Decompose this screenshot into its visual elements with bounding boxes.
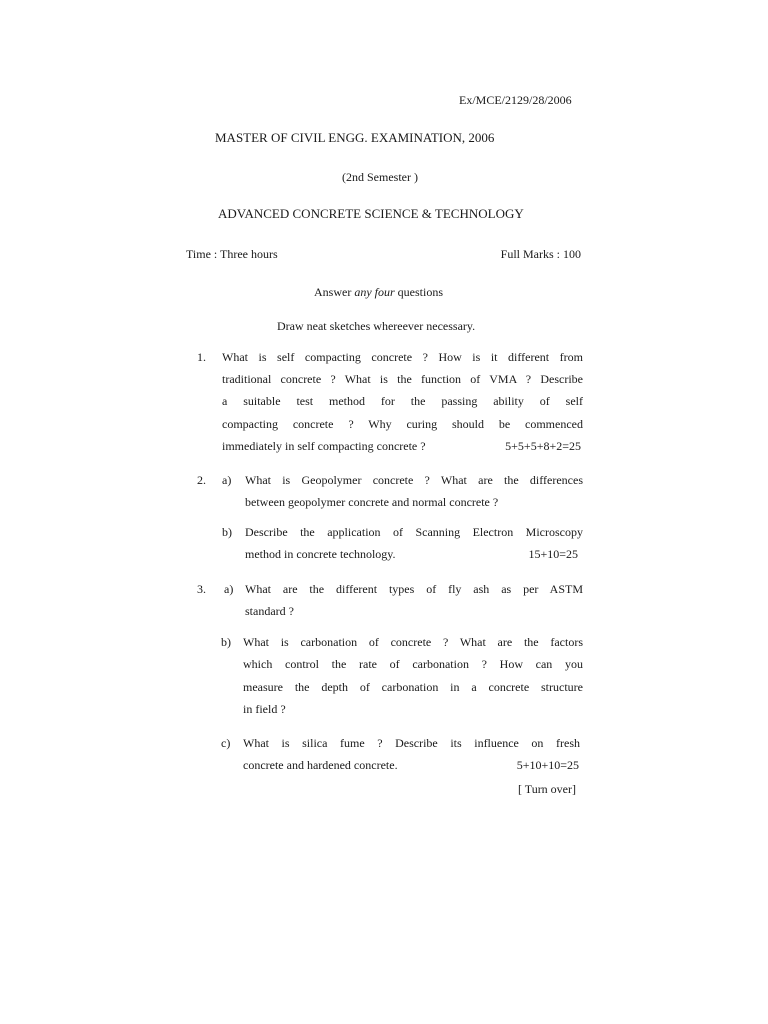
instruction-pre: Answer xyxy=(314,285,355,299)
question-line: traditional concrete ? What is the function of VMA ? Describe xyxy=(222,372,583,386)
question-line: between geopolymer concrete and normal concrete ? xyxy=(245,495,499,509)
part-label: c) xyxy=(221,736,231,750)
question-line: compacting concrete ? Why curing should be commenced xyxy=(222,417,583,431)
question-line: which control the rate of carbonation ? How can you xyxy=(243,657,583,671)
question-last-row xyxy=(243,758,579,772)
question-line: What are the different types of fly ash as per ASTM xyxy=(245,582,583,596)
question-last-row xyxy=(245,547,578,561)
question-number: 1. xyxy=(197,350,206,364)
part-label: b) xyxy=(221,635,231,649)
question-line: What is carbonation of concrete ? What are the factors xyxy=(243,635,583,649)
part-label: a) xyxy=(224,582,234,596)
semester: (2nd Semester ) xyxy=(342,170,418,184)
paper-code: Ex/MCE/2129/28/2006 xyxy=(459,93,572,107)
question-line: in field ? xyxy=(243,702,286,716)
instruction-post: questions xyxy=(394,285,444,299)
time-allowed: Time : Three hours xyxy=(186,247,278,261)
question-line: concrete and hardened concrete. xyxy=(243,758,398,772)
question-number: 3. xyxy=(197,582,206,596)
sketch-note: Draw neat sketches whereever necessary. xyxy=(277,319,476,333)
question-number: 2. xyxy=(197,473,206,487)
part-label: a) xyxy=(222,473,232,487)
question-line: What is Geopolymer concrete ? What are the differences xyxy=(245,473,583,487)
question-line: Describe the application of Scanning Electron Microscopy xyxy=(245,525,583,539)
instruction xyxy=(314,285,443,299)
part-label: b) xyxy=(222,525,232,539)
question-line: a suitable test method for the passing ability of self xyxy=(222,394,583,408)
exam-title: MASTER OF CIVIL ENGG. EXAMINATION, 2006 xyxy=(215,130,495,145)
question-line: What is self compacting concrete ? How is it different from xyxy=(222,350,583,364)
instruction-emphasis: any four xyxy=(354,285,395,299)
question-last-row xyxy=(222,439,581,453)
marks-allocation: 15+10=25 xyxy=(528,547,578,561)
question-line: method in concrete technology. xyxy=(245,547,396,561)
question-line: immediately in self compacting concrete ? xyxy=(222,439,426,453)
full-marks: Full Marks : 100 xyxy=(500,247,581,261)
question-line: standard ? xyxy=(245,604,294,618)
question-line: What is silica fume ? Describe its influence on fresh xyxy=(243,736,580,750)
question-line: measure the depth of carbonation in a concrete structure xyxy=(243,680,583,694)
marks-allocation: 5+10+10=25 xyxy=(516,758,579,772)
subject-title: ADVANCED CONCRETE SCIENCE & TECHNOLOGY xyxy=(218,206,524,221)
turn-over-note: [ Turn over] xyxy=(518,782,577,796)
time-marks-row xyxy=(186,247,581,261)
marks-allocation: 5+5+5+8+2=25 xyxy=(505,439,581,453)
